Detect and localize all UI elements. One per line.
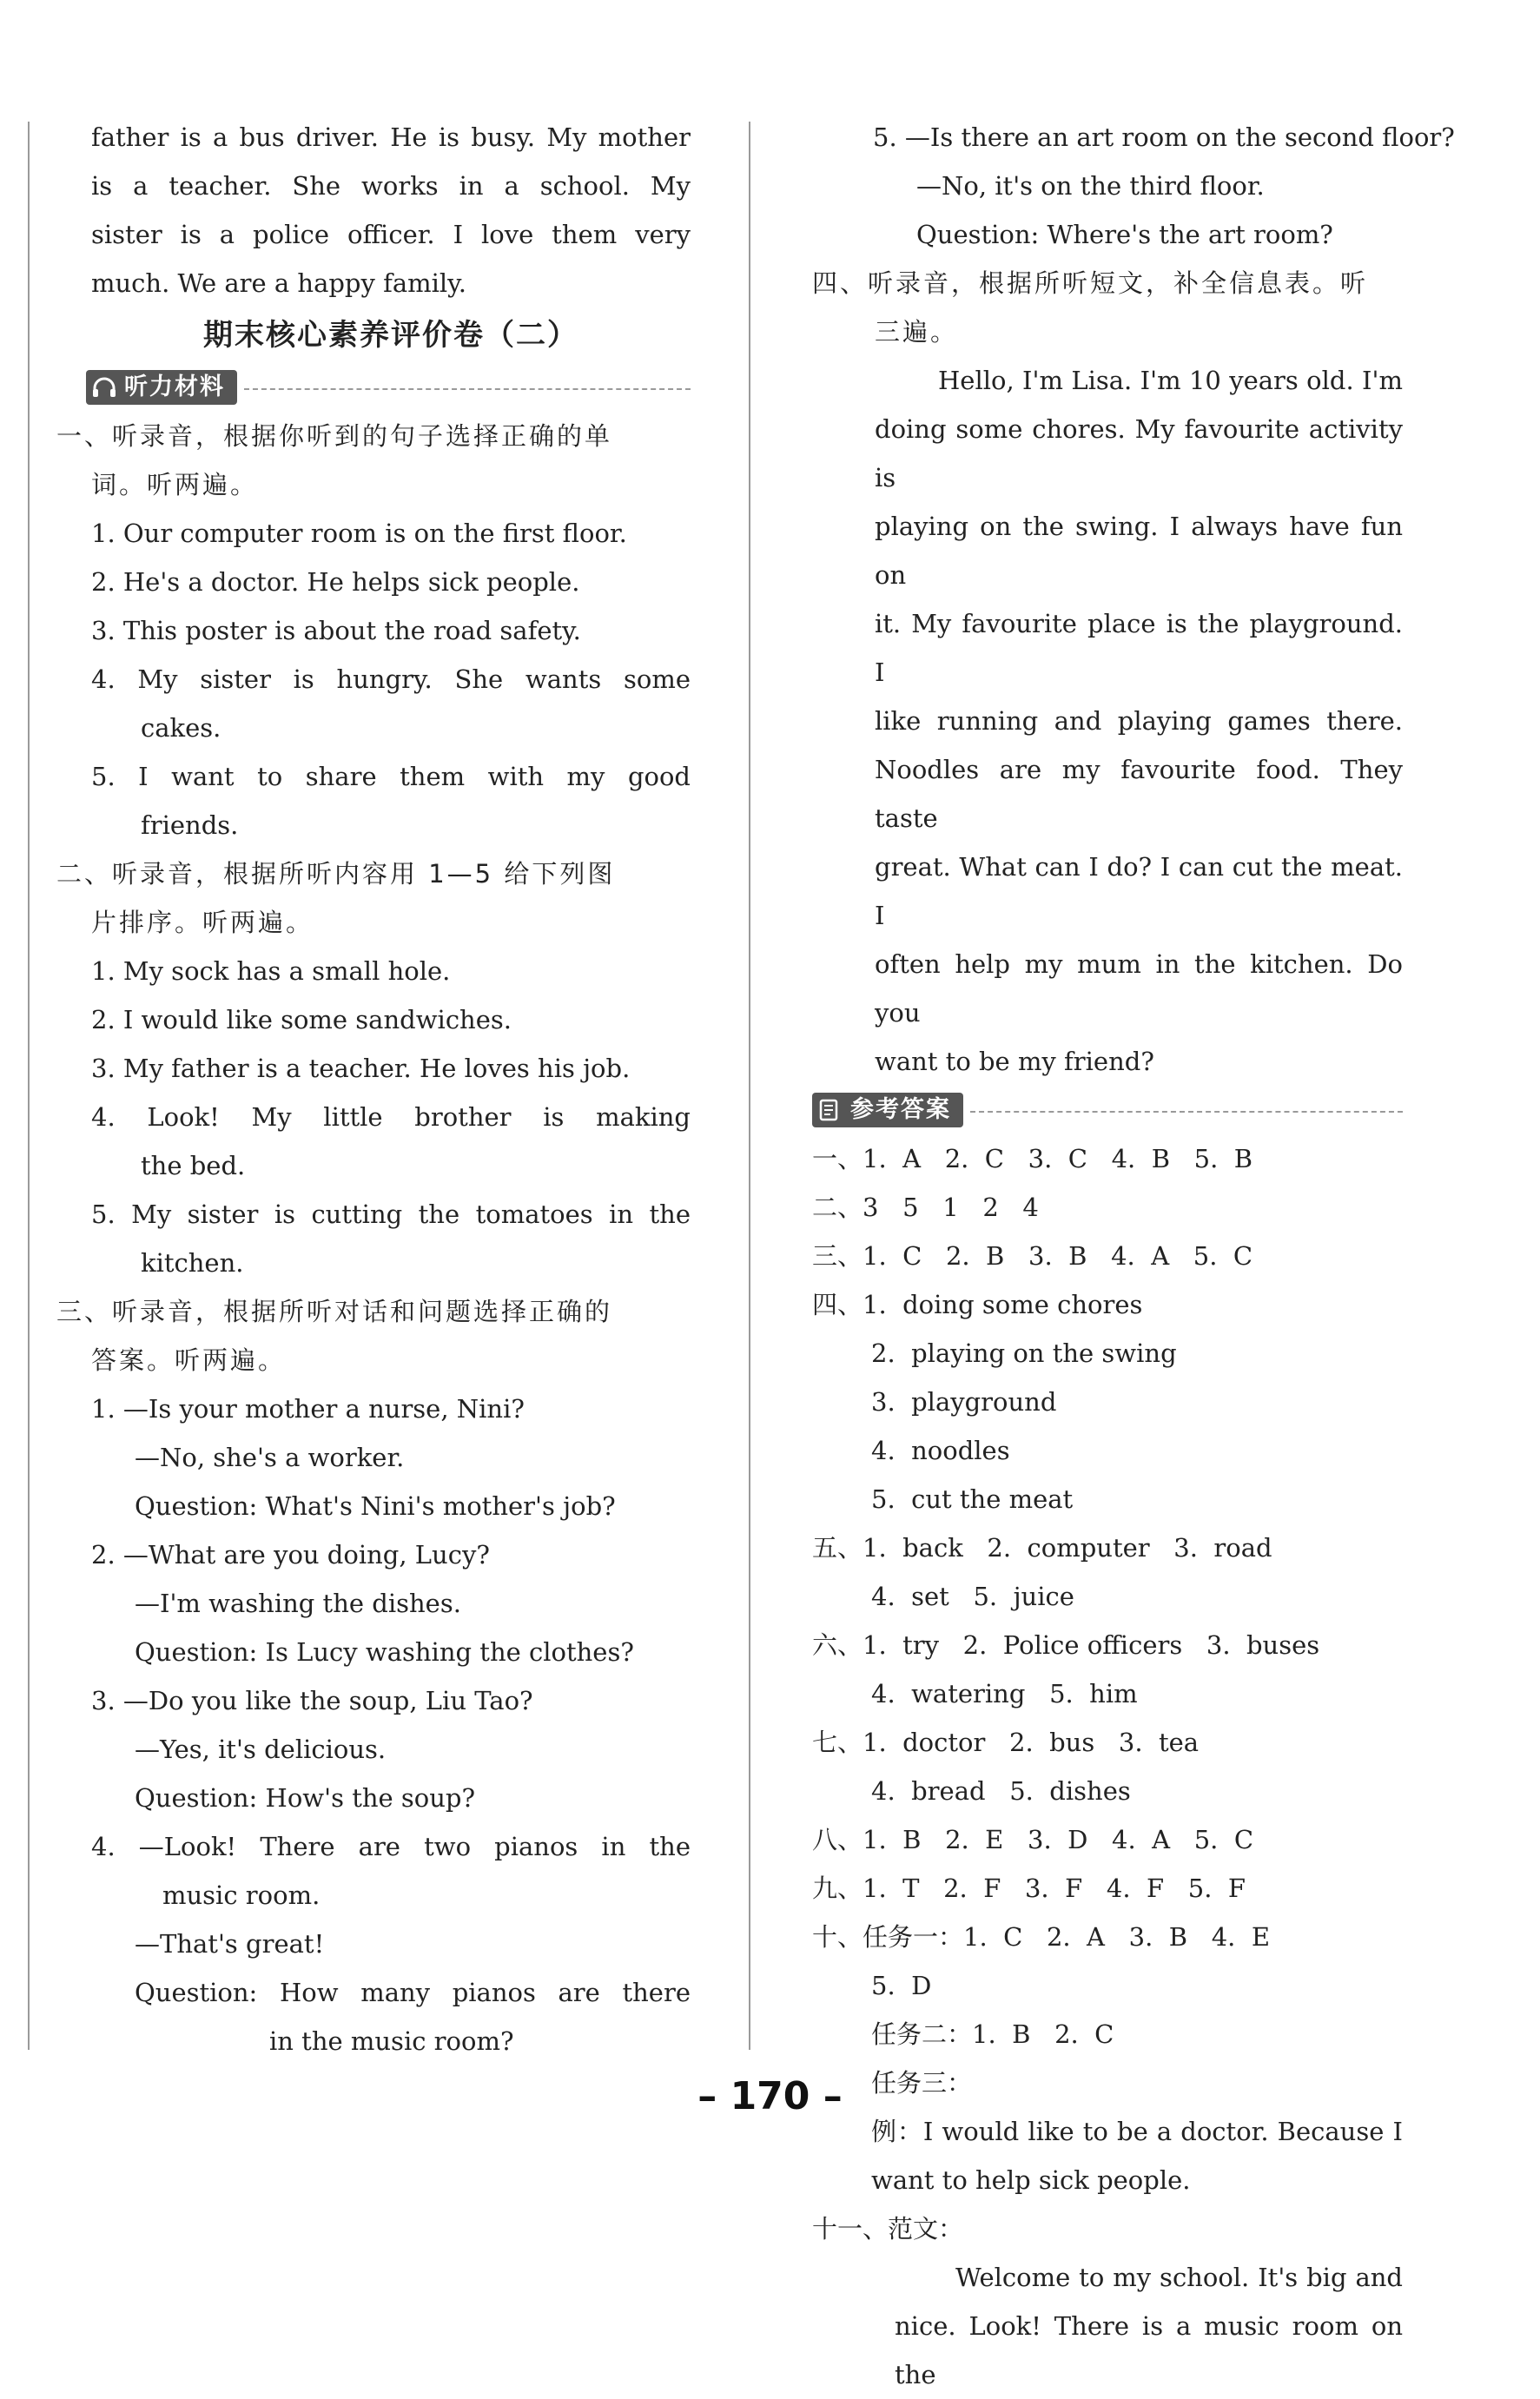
q1-heading: 词。听两遍。: [91, 470, 259, 499]
headphones-icon: [91, 376, 117, 399]
q3-question: Question: How's the soup?: [135, 1783, 476, 1813]
q4-passage-line: playing on the swing. I always have fun on: [875, 512, 1403, 590]
answer-line: Welcome to my school. It's big and: [955, 2263, 1403, 2292]
answer-line: 一、1. A 2. C 3. C 4. B 5. B: [812, 1144, 1253, 1173]
q4-passage-line: great. What can I do? I can cut the meat. I: [875, 852, 1403, 930]
dashed-divider: [244, 388, 691, 390]
q2-heading: 片排序。听两遍。: [91, 908, 314, 937]
q3-dialog: 2. —What are you doing, Lucy?: [91, 1540, 490, 1570]
q1-item: 2. He's a doctor. He helps sick people.: [91, 567, 580, 597]
answer-line: 二、3 5 1 2 4: [812, 1193, 1039, 1222]
q3-question: Question: Is Lucy washing the clothes?: [135, 1637, 634, 1667]
answer-line: want to help sick people.: [871, 2165, 1191, 2195]
listening-tag-label: 听力材料: [124, 373, 225, 400]
q3-question: in the music room?: [269, 2026, 514, 2056]
listening-tag-row: [86, 363, 691, 412]
book-icon: [817, 1099, 843, 1121]
q2-item: 5. My sister is cutting the tomatoes in the: [91, 1200, 691, 1229]
q3-heading: 三、听录音，根据所听对话和问题选择正确的: [56, 1297, 613, 1326]
answer-line: 五、1. back 2. computer 3. road: [812, 1533, 1272, 1563]
intro-line: sister is a police officer. I love them very: [91, 220, 691, 249]
answer-line: 4. bread 5. dishes: [871, 1776, 1131, 1806]
q3-heading: 答案。听两遍。: [91, 1345, 287, 1375]
q3-question: Question: How many pianos are there: [135, 1978, 691, 2007]
right-column: [812, 113, 1455, 2399]
q3-question: Question: What's Nini's mother's job?: [135, 1491, 616, 1521]
q2-heading: 二、听录音，根据所听内容用 1—5 给下列图: [56, 859, 616, 889]
answer-line: 九、1. T 2. F 3. F 4. F 5. F: [812, 1874, 1246, 1903]
answer-line: nice. Look! There is a music room on the: [895, 2311, 1403, 2389]
q3-dialog: —No, it's on the third floor.: [916, 171, 1265, 201]
answers-tag: [812, 1093, 963, 1127]
intro-line: is a teacher. She works in a school. My: [91, 171, 691, 201]
q3-dialog: —No, she's a worker.: [135, 1443, 405, 1472]
q4-passage-line: like running and playing games there.: [875, 706, 1403, 736]
page-number: – 170 –: [697, 2074, 843, 2118]
q1-item: 4. My sister is hungry. She wants some: [91, 664, 691, 694]
section-title: 期末核心素养评价卷（二）: [203, 318, 578, 353]
q4-passage-line: often help my mum in the kitchen. Do you: [875, 949, 1403, 1028]
answer-line: 4. watering 5. him: [871, 1679, 1138, 1708]
answer-line: 七、1. doctor 2. bus 3. tea: [812, 1728, 1200, 1757]
q1-heading: 一、听录音，根据你听到的句子选择正确的单: [56, 421, 613, 451]
answer-line: 六、1. try 2. Police officers 3. buses: [812, 1630, 1320, 1660]
answer-line: 任务二：1. B 2. C: [871, 2019, 1114, 2049]
answer-line: 4. set 5. juice: [871, 1582, 1074, 1611]
q1-item: 5. I want to share them with my good: [91, 762, 691, 791]
answer-line: 任务三：: [871, 2068, 973, 2098]
answer-line: 5. D: [871, 1971, 932, 2000]
answers-tag-row: [812, 1086, 1403, 1134]
q4-heading: 四、听录音，根据所听短文，补全信息表。听: [812, 268, 1369, 298]
q3-dialog: 4. —Look! There are two pianos in the: [91, 1832, 691, 1861]
q1-item: 1. Our computer room is on the first floor.: [91, 519, 627, 548]
q3-dialog: —I'm washing the dishes.: [135, 1589, 461, 1618]
q3-dialog: 3. —Do you like the soup, Liu Tao?: [91, 1686, 533, 1715]
q4-passage-line: doing some chores. My favourite activity is: [875, 414, 1403, 492]
q3-dialog: music room.: [162, 1880, 321, 1910]
q2-item: 1. My sock has a small hole.: [91, 956, 451, 986]
q3-dialog: 5. —Is there an art room on the second floor?: [873, 122, 1455, 152]
answer-line: 十一、范文：: [812, 2214, 964, 2244]
intro-line: much. We are a happy family.: [91, 268, 466, 298]
q2-item: 3. My father is a teacher. He loves his job.: [91, 1054, 631, 1083]
q2-item: 4. Look! My little brother is making: [91, 1102, 691, 1132]
q3-dialog: —Yes, it's delicious.: [135, 1735, 387, 1764]
q1-item: 3. This poster is about the road safety.: [91, 616, 581, 645]
q4-passage-line: it. My favourite place is the playground. I: [875, 609, 1403, 687]
q1-item: friends.: [141, 810, 239, 840]
answer-line: 三、1. C 2. B 3. B 4. A 5. C: [812, 1241, 1253, 1271]
answer-line: 3. playground: [871, 1387, 1057, 1417]
answers-tag-label: 参考答案: [850, 1096, 951, 1123]
left-margin-rule: [28, 122, 30, 2050]
answer-line: 4. noodles: [871, 1436, 1010, 1465]
q1-item: cakes.: [141, 713, 221, 743]
q2-item: the bed.: [141, 1151, 246, 1180]
q2-item: kitchen.: [141, 1248, 244, 1278]
answer-line: 5. cut the meat: [871, 1484, 1074, 1514]
q3-question: Question: Where's the art room?: [916, 220, 1333, 249]
answer-line: 2. playing on the swing: [871, 1338, 1177, 1368]
q4-passage-line: want to be my friend?: [875, 1047, 1154, 1076]
q4-passage-line: Noodles are my favourite food. They taste: [875, 755, 1403, 833]
answer-line: 例：I would like to be a doctor. Because I: [871, 2117, 1403, 2146]
answer-line: 十、任务一：1. C 2. A 3. B 4. E: [812, 1922, 1270, 1952]
listening-tag: [86, 370, 237, 405]
left-column: [56, 113, 691, 2065]
answer-line: 八、1. B 2. E 3. D 4. A 5. C: [812, 1825, 1254, 1854]
answer-line: 四、1. doing some chores: [812, 1290, 1143, 1319]
q4-heading: 三遍。: [875, 317, 959, 347]
dashed-divider: [970, 1111, 1403, 1113]
q3-dialog: 1. —Is your mother a nurse, Nini?: [91, 1394, 525, 1424]
column-divider: [749, 122, 750, 2050]
q4-passage-line: Hello, I'm Lisa. I'm 10 years old. I'm: [938, 366, 1403, 395]
q3-dialog: —That's great!: [135, 1929, 325, 1959]
intro-line: father is a bus driver. He is busy. My mother: [91, 122, 691, 152]
q2-item: 2. I would like some sandwiches.: [91, 1005, 512, 1034]
